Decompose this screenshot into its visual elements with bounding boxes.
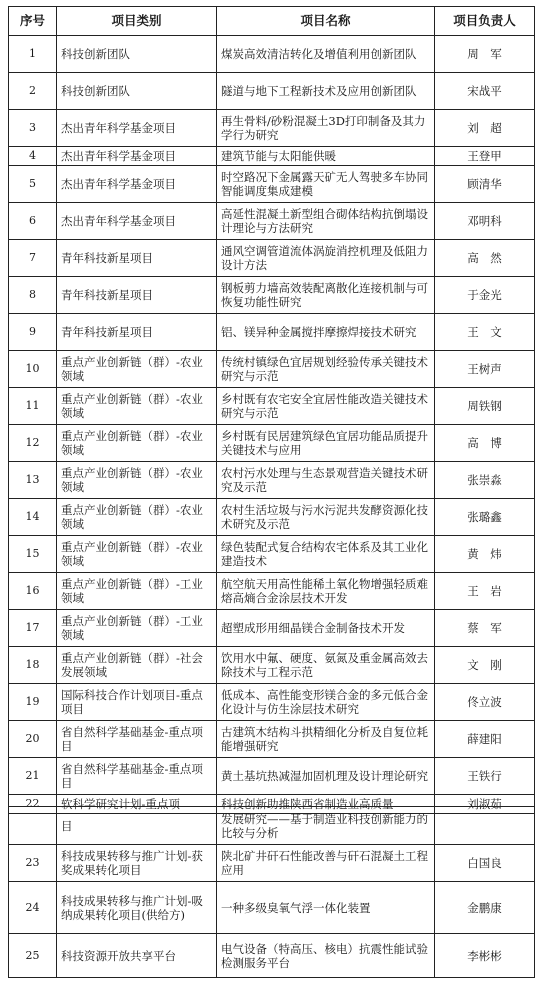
row-leader: 王 文	[435, 314, 535, 351]
table-row	[9, 684, 535, 721]
row-project-name: 通风空调管道流体涡旋消控机理及低阻力设计方法	[217, 240, 435, 277]
row-leader: 佟立波	[435, 684, 535, 721]
table-row	[9, 610, 535, 647]
row-project-name: 乡村既有民居建筑绿色宜居功能品质提升关键技术与应用	[217, 425, 435, 462]
row-leader: 周 军	[435, 36, 535, 73]
row-number: 19	[9, 684, 57, 721]
table-row	[9, 425, 535, 462]
row-number: 13	[9, 462, 57, 499]
row-number: 9	[9, 314, 57, 351]
row-category: 杰出青年科学基金项目	[57, 110, 217, 147]
row-project-name: 钢板剪力墙高效装配离散化连接机制与可恢复功能性研究	[217, 277, 435, 314]
row-leader: 王铁行	[435, 758, 535, 795]
row-project-name: 超塑成形用细晶镁合金制备技术开发	[217, 610, 435, 647]
row-number: 21	[9, 758, 57, 795]
row-leader: 金鹏康	[435, 882, 535, 934]
row-project-name: 科技创新助推陕西省制造业高质量	[217, 795, 435, 814]
row-number: 8	[9, 277, 57, 314]
row-project-name: 饮用水中氟、硬度、氨氮及重金属高效去除技术与工程示范	[217, 647, 435, 684]
row-number: 24	[9, 882, 57, 934]
row-project-name: 黄土基坑热减湿加固机理及设计理论研究	[217, 758, 435, 795]
row-leader: 宋战平	[435, 73, 535, 110]
row-category: 青年科技新星项目	[57, 277, 217, 314]
row-leader: 张璐鑫	[435, 499, 535, 536]
row-category: 科技资源开放共享平台	[57, 934, 217, 978]
row-project-name: 陕北矿井矸石性能改善与矸石混凝土工程应用	[217, 845, 435, 882]
row-project-name: 建筑节能与太阳能供暖	[217, 147, 435, 166]
row-leader: 薛建阳	[435, 721, 535, 758]
table-row	[9, 110, 535, 147]
table-row	[9, 758, 535, 795]
row-category: 青年科技新星项目	[57, 240, 217, 277]
table-row	[9, 721, 535, 758]
table-row	[9, 807, 535, 845]
row-leader: 李彬彬	[435, 934, 535, 978]
row-project-name: 发展研究——基于制造业科技创新能力的比较与分析	[217, 807, 435, 845]
table-row	[9, 573, 535, 610]
table-row	[9, 882, 535, 934]
row-project-name: 煤炭高效清洁转化及增值利用创新团队	[217, 36, 435, 73]
row-category: 目	[57, 807, 217, 845]
row-leader: 白国良	[435, 845, 535, 882]
row-leader: 文 刚	[435, 647, 535, 684]
table-row	[9, 388, 535, 425]
table-row	[9, 351, 535, 388]
row-leader: 王树声	[435, 351, 535, 388]
row-category: 重点产业创新链（群）-工业领域	[57, 573, 217, 610]
row-leader: 王登甲	[435, 147, 535, 166]
table-row	[9, 36, 535, 73]
row-number: 1	[9, 36, 57, 73]
row-number	[9, 807, 57, 845]
header-leader: 项目负责人	[435, 7, 535, 36]
row-category: 国际科技合作计划项目-重点项目	[57, 684, 217, 721]
row-leader: 周铁钢	[435, 388, 535, 425]
row-project-name: 航空航天用高性能稀土氧化物增强轻质难熔高熵合金涂层技术开发	[217, 573, 435, 610]
row-category: 重点产业创新链（群）-农业领域	[57, 351, 217, 388]
project-table-part-1	[8, 6, 535, 814]
row-number: 23	[9, 845, 57, 882]
table-row	[9, 934, 535, 978]
row-leader	[435, 807, 535, 845]
table-row	[9, 314, 535, 351]
row-category: 重点产业创新链（群）-农业领域	[57, 388, 217, 425]
row-project-name: 一种多级臭氧气浮一体化装置	[217, 882, 435, 934]
row-category: 杰出青年科学基金项目	[57, 203, 217, 240]
row-number: 10	[9, 351, 57, 388]
row-project-name: 乡村既有农宅安全宜居性能改造关键技术研究与示范	[217, 388, 435, 425]
row-number: 12	[9, 425, 57, 462]
row-leader: 于金光	[435, 277, 535, 314]
row-number: 2	[9, 73, 57, 110]
row-leader: 刘淑茹	[435, 795, 535, 814]
table-row	[9, 647, 535, 684]
project-table-part-2	[8, 806, 535, 978]
row-category: 重点产业创新链（群）-工业领域	[57, 610, 217, 647]
row-number: 11	[9, 388, 57, 425]
table-row	[9, 147, 535, 166]
table-row	[9, 73, 535, 110]
row-number: 18	[9, 647, 57, 684]
row-leader: 黄 炜	[435, 536, 535, 573]
table-row	[9, 499, 535, 536]
row-category: 杰出青年科学基金项目	[57, 166, 217, 203]
table-row	[9, 240, 535, 277]
row-category: 省自然科学基础基金-重点项目	[57, 721, 217, 758]
row-project-name: 铝、镁异种金属搅拌摩擦焊接技术研究	[217, 314, 435, 351]
row-project-name: 电气设备（特高压、核电）抗震性能试验检测服务平台	[217, 934, 435, 978]
row-leader: 王 岩	[435, 573, 535, 610]
row-category: 软科学研究计划-重点项	[57, 795, 217, 814]
table-row	[9, 536, 535, 573]
row-number: 25	[9, 934, 57, 978]
row-number: 17	[9, 610, 57, 647]
row-number: 15	[9, 536, 57, 573]
row-category: 杰出青年科学基金项目	[57, 147, 217, 166]
header-category: 项目类别	[57, 7, 217, 36]
row-project-name: 传统村镇绿色宜居规划经验传承关键技术研究与示范	[217, 351, 435, 388]
row-leader: 高 然	[435, 240, 535, 277]
row-category: 重点产业创新链（群）-农业领域	[57, 499, 217, 536]
row-leader: 张崇淼	[435, 462, 535, 499]
row-category: 科技成果转移与推广计划-获奖成果转化项目	[57, 845, 217, 882]
table-row	[9, 277, 535, 314]
row-leader: 蔡 军	[435, 610, 535, 647]
table-header-row	[9, 7, 535, 36]
row-number: 3	[9, 110, 57, 147]
row-category: 重点产业创新链（群）-农业领域	[57, 462, 217, 499]
row-number: 22	[9, 795, 57, 814]
table-row	[9, 462, 535, 499]
row-number: 14	[9, 499, 57, 536]
row-number: 5	[9, 166, 57, 203]
row-project-name: 低成本、高性能变形镁合金的多元低合金化设计与仿生涂层技术研究	[217, 684, 435, 721]
row-project-name: 高延性混凝土新型组合砌体结构抗倒塌设计理论与方法研究	[217, 203, 435, 240]
row-category: 科技成果转移与推广计划-吸纳成果转化项目(供给方)	[57, 882, 217, 934]
row-project-name: 隧道与地下工程新技术及应用创新团队	[217, 73, 435, 110]
row-number: 7	[9, 240, 57, 277]
row-category: 重点产业创新链（群）-农业领域	[57, 425, 217, 462]
header-no: 序号	[9, 7, 57, 36]
row-category: 科技创新团队	[57, 73, 217, 110]
row-project-name: 农村生活垃圾与污水污泥共发酵资源化技术研究及示范	[217, 499, 435, 536]
row-project-name: 农村污水处理与生态景观营造关键技术研究及示范	[217, 462, 435, 499]
row-number: 20	[9, 721, 57, 758]
row-project-name: 绿色装配式复合结构农宅体系及其工业化建造技术	[217, 536, 435, 573]
row-leader: 刘 超	[435, 110, 535, 147]
table-row	[9, 203, 535, 240]
row-project-name: 时空路况下金属露天矿无人驾驶多车协同智能调度集成建模	[217, 166, 435, 203]
row-category: 科技创新团队	[57, 36, 217, 73]
table-row	[9, 845, 535, 882]
row-category: 重点产业创新链（群）-社会发展领域	[57, 647, 217, 684]
row-category: 省自然科学基础基金-重点项目	[57, 758, 217, 795]
row-number: 16	[9, 573, 57, 610]
header-project-name: 项目名称	[217, 7, 435, 36]
row-leader: 邓明科	[435, 203, 535, 240]
row-number: 6	[9, 203, 57, 240]
row-leader: 顾清华	[435, 166, 535, 203]
row-leader: 高 博	[435, 425, 535, 462]
row-project-name: 古建筑木结构斗拱精细化分析及自复位耗能增强研究	[217, 721, 435, 758]
row-number: 4	[9, 147, 57, 166]
row-project-name: 再生骨料/砂粉混凝土3D打印制备及其力学行为研究	[217, 110, 435, 147]
table-row	[9, 166, 535, 203]
row-category: 青年科技新星项目	[57, 314, 217, 351]
row-category: 重点产业创新链（群）-农业领域	[57, 536, 217, 573]
